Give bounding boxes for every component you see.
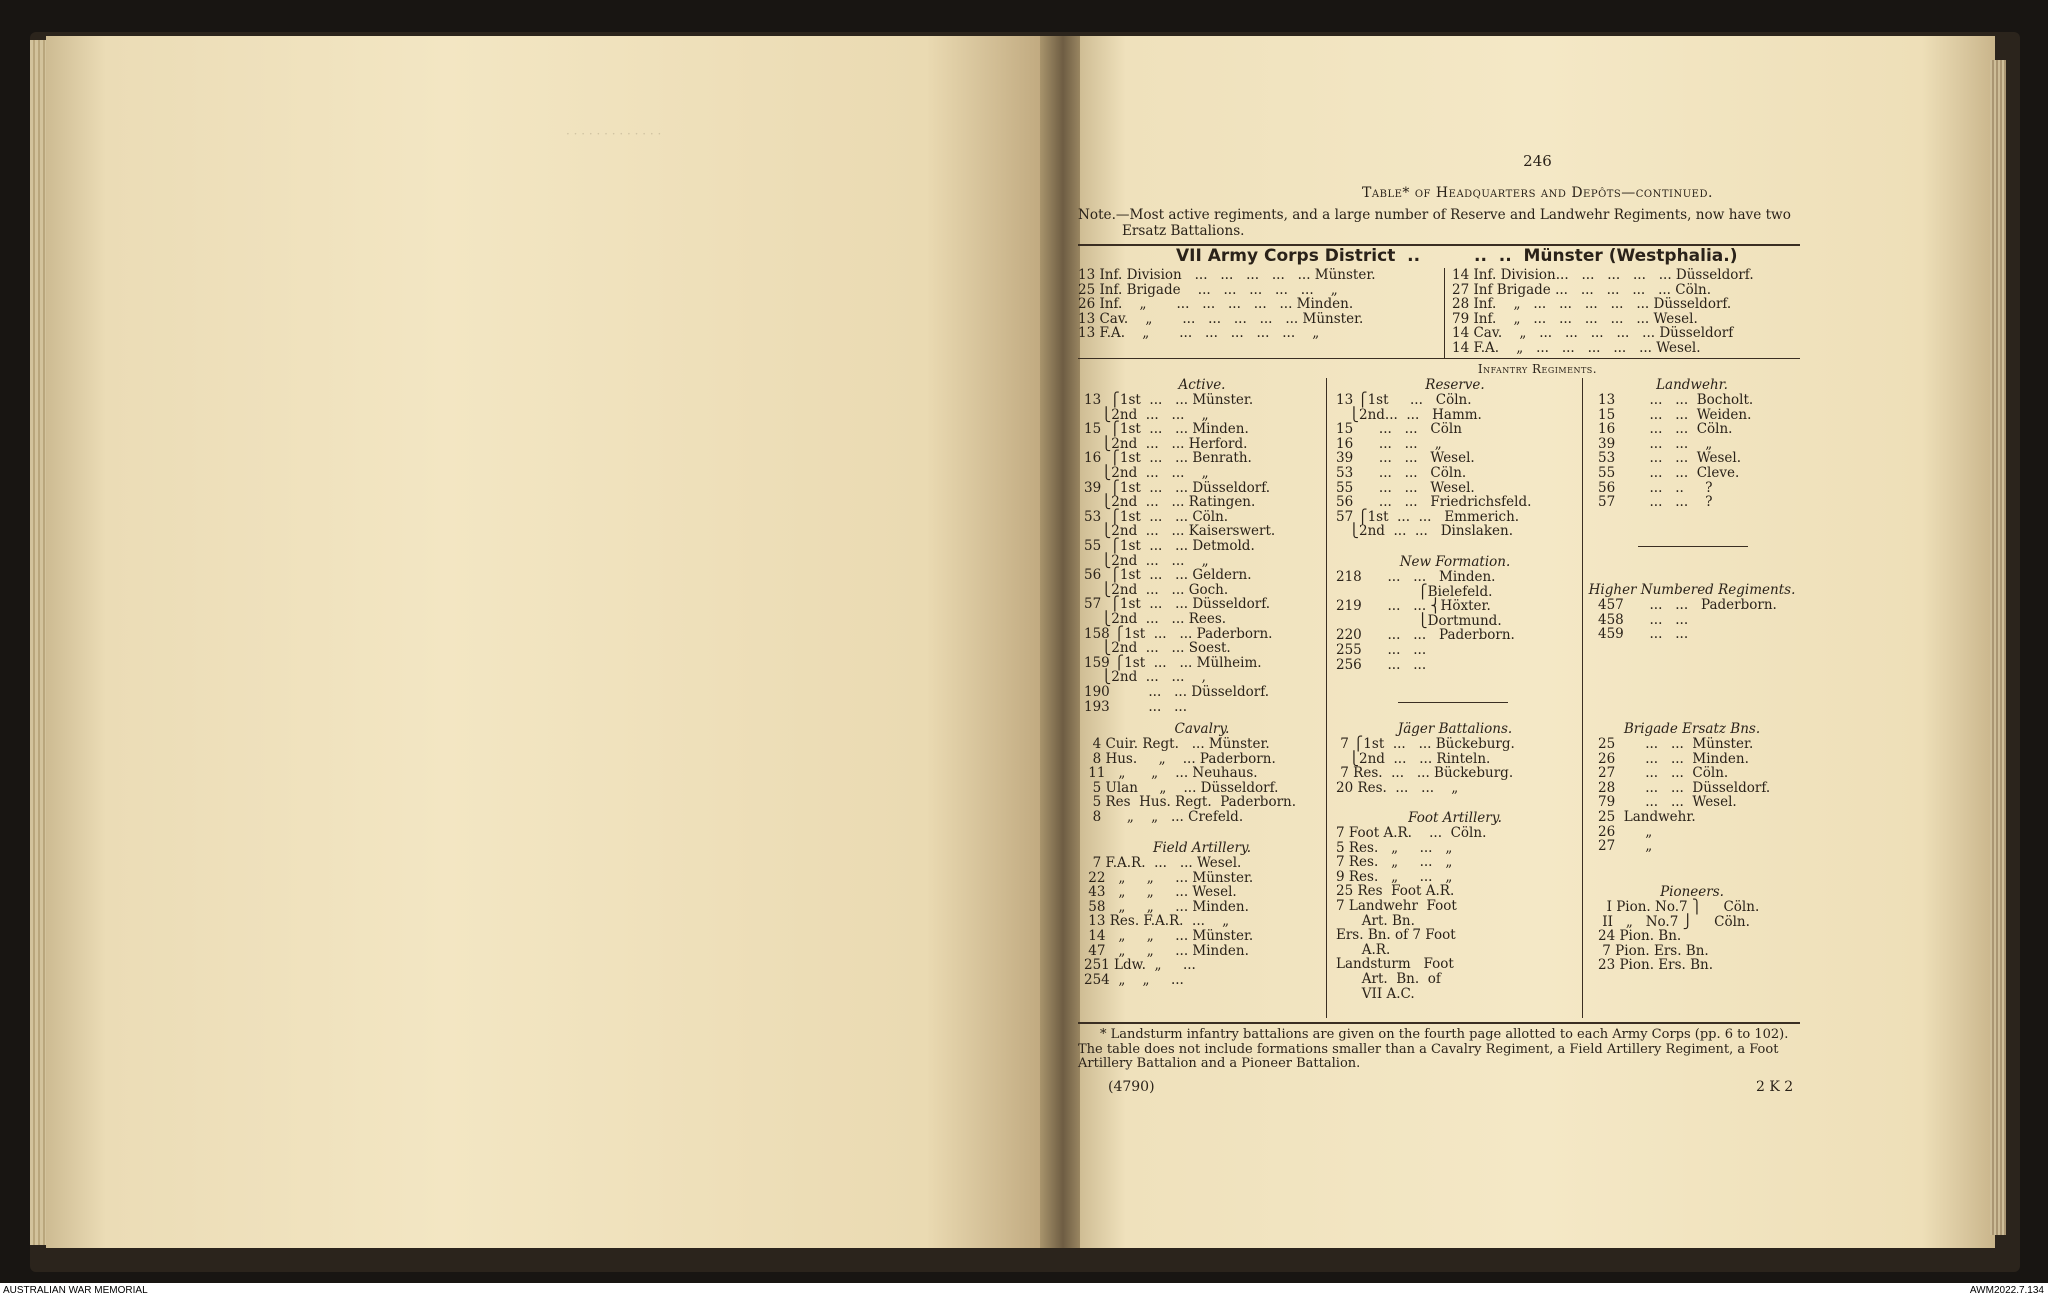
- infantry-row: ⎩2nd ... ... „: [1084, 552, 1209, 569]
- infantry-heading: Infantry Regiments.: [1477, 362, 1598, 376]
- footnote-line: The table does not include formations smaller than a Cavalry Regiment, a Field Artillery Regiment, a Foot: [1078, 1041, 1779, 1057]
- pioneer-row: I Pion. No.7 ⎫ Cöln.: [1598, 899, 1760, 915]
- new-formation-row: 220 ... ... Paderborn.: [1336, 627, 1515, 644]
- infantry-row: ⎩2nd ... ... Ratingen.: [1084, 494, 1256, 511]
- active-heading: Active.: [1178, 377, 1226, 393]
- brigade-ersatz-row: 26 „: [1598, 823, 1653, 840]
- district-heading: VII Army Corps District ..: [1176, 246, 1421, 266]
- archive-footer-right: AWM2022.7.134: [1969, 1285, 2044, 1296]
- district-row: 27 Inf Brigade ... ... ... ... ... Cöln.: [1452, 281, 1712, 298]
- new-formation-row: 255 ... ...: [1336, 642, 1427, 658]
- field-artillery-row: 47 „ „ ... Minden.: [1084, 942, 1249, 959]
- field-artillery-row: 13 Res. F.A.R. ... „: [1084, 913, 1230, 930]
- infantry-row: 56 ⎧1st ... ... Geldern.: [1084, 567, 1252, 584]
- reserve-row: 39 ... ... Wesel.: [1336, 450, 1475, 467]
- infantry-row: ⎩2nd ... ... ,: [1084, 669, 1206, 686]
- foot-artillery-row: 7 Res. „ ... „: [1336, 854, 1453, 871]
- foot-artillery-row: 7 Foot A.R. ... Cöln.: [1336, 825, 1487, 841]
- brigade-ersatz-row: 25 ... ... Münster.: [1598, 736, 1754, 752]
- landwehr-row: 16 ... ... Cöln.: [1598, 421, 1733, 438]
- foot-artillery-row: Art. Bn. of: [1336, 971, 1441, 987]
- foot-artillery-row: 25 Res Foot A.R.: [1336, 883, 1455, 900]
- jager-row: 7 ⎧1st ... ... Bückeburg.: [1336, 736, 1515, 752]
- field-artillery-row: 58 „ „ ... Minden.: [1084, 898, 1249, 915]
- infantry-row: ⎩2nd ... ... Kaiserswert.: [1084, 523, 1276, 540]
- new-formation-row: ⎩Dortmund.: [1336, 612, 1502, 629]
- foot-artillery-row: Landsturm Foot: [1336, 956, 1454, 973]
- reserve-row: ⎩2nd ... ... Dinslaken.: [1336, 523, 1513, 540]
- column-divider-1: [1326, 378, 1327, 1018]
- infantry-row: 53 ⎧1st ... ... Cöln.: [1084, 508, 1229, 525]
- brigade-ersatz-row: 27 „: [1598, 838, 1653, 855]
- pioneer-row: 7 Pion. Ers. Bn.: [1598, 942, 1709, 959]
- left-page: [46, 36, 1046, 1248]
- jager-row: 20 Res. ... ... „: [1336, 779, 1459, 796]
- brigade-ersatz-heading: Brigade Ersatz Bns.: [1623, 721, 1761, 737]
- higher-numbered-row: 458 ... ...: [1598, 611, 1689, 628]
- infantry-row: 16 ⎧1st ... ... Benrath.: [1084, 450, 1252, 467]
- field-artillery-row: 254 „ „ ...: [1084, 971, 1184, 988]
- new-formation-row: 256 ... ...: [1336, 656, 1427, 673]
- district-row: 13 F.A. „ ... ... ... ... ... „: [1078, 325, 1320, 342]
- district-town-heading: .. .. Münster (Westphalia.): [1474, 246, 1738, 266]
- foot-artillery-row: Art. Bn.: [1336, 912, 1415, 929]
- infantry-row: 55 ⎧1st ... ... Detmold.: [1084, 538, 1255, 554]
- jager-row: 7 Res. ... ... Bückeburg.: [1336, 765, 1514, 782]
- new-formation-row: ⎧Bielefeld.: [1336, 583, 1493, 600]
- infantry-row: 190 ... ... Düsseldorf.: [1084, 684, 1270, 700]
- landwehr-row: 13 ... ... Bocholt.: [1598, 392, 1754, 408]
- reserve-row: ⎩2nd... ... Hamm.: [1336, 406, 1482, 423]
- brigade-ersatz-row: 25 Landwehr.: [1598, 809, 1696, 825]
- rule-landwehr: [1638, 546, 1748, 547]
- landwehr-row: 39 ... ... „: [1598, 435, 1713, 452]
- field-artillery-row: 14 „ „ ... Münster.: [1084, 928, 1254, 944]
- brigade-ersatz-row: 26 ... ... Minden.: [1598, 750, 1749, 767]
- infantry-row: ⎩2nd ... ... „: [1084, 465, 1209, 481]
- field-artillery-row: 251 Ldw. „ ...: [1084, 957, 1196, 974]
- infantry-row: 15 ⎧1st ... ... Minden.: [1084, 421, 1249, 438]
- district-row: 25 Inf. Brigade ... ... ... ... ... „: [1078, 281, 1338, 298]
- infantry-row: ⎩2nd ... ... Goch.: [1084, 581, 1229, 598]
- foot-artillery-heading: Foot Artillery.: [1408, 810, 1502, 826]
- landwehr-row: 57 ... ... ?: [1598, 494, 1713, 511]
- cavalry-heading: Cavalry.: [1174, 721, 1230, 737]
- reserve-row: 55 ... ... Wesel.: [1336, 479, 1475, 496]
- foot-artillery-row: 5 Res. „ ... „: [1336, 839, 1453, 856]
- archive-footer: [0, 1283, 2048, 1299]
- infantry-row: ⎩2nd ... ... Herford.: [1084, 435, 1248, 452]
- pioneer-row: 24 Pion. Bn.: [1598, 928, 1682, 945]
- landwehr-row: 15 ... ... Weiden.: [1598, 406, 1752, 423]
- column-divider-2: [1582, 378, 1583, 1018]
- print-code: (4790): [1108, 1079, 1155, 1095]
- rule-new-formation: [1398, 702, 1508, 703]
- higher-numbered-row: 459 ... ...: [1598, 626, 1689, 643]
- field-artillery-heading: Field Artillery.: [1152, 840, 1252, 856]
- field-artillery-row: 22 „ „ ... Münster.: [1084, 869, 1254, 886]
- district-row: 26 Inf. „ ... ... ... ... ... Minden.: [1078, 296, 1354, 313]
- cavalry-row: 5 Res Hus. Regt. Paderborn.: [1084, 794, 1297, 811]
- district-row: 14 Cav. „ ... ... ... ... ... Düsseldorf: [1452, 325, 1734, 342]
- reserve-row: 16 ... ... „: [1336, 435, 1442, 452]
- landwehr-row: 56 ... .. ?: [1598, 479, 1713, 496]
- foot-artillery-row: A.R.: [1336, 941, 1391, 958]
- page-number: 246: [1523, 152, 1552, 170]
- landwehr-row: 55 ... ... Cleve.: [1598, 465, 1740, 481]
- signature-mark: 2 K 2: [1756, 1079, 1794, 1095]
- district-row: 14 Inf. Division... ... ... ... ... Düsseldorf.: [1452, 267, 1754, 283]
- infantry-row: 39 ⎧1st ... ... Düsseldorf.: [1084, 479, 1271, 496]
- district-row: 79 Inf. „ ... ... ... ... ... Wesel.: [1452, 310, 1698, 327]
- new-formation-row: 218 ... ... Minden.: [1336, 569, 1496, 585]
- higher-numbered-heading: Higher Numbered Regiments.: [1588, 582, 1796, 598]
- rule-district: [1078, 358, 1800, 359]
- jager-heading: Jäger Battalions.: [1397, 721, 1513, 737]
- table-title: Table* of Headquarters and Depôts—continued.: [1362, 185, 1713, 201]
- cavalry-row: 11 „ „ ... Neuhaus.: [1084, 765, 1258, 782]
- jager-row: ⎩2nd ... ... Rinteln.: [1336, 750, 1491, 767]
- infantry-row: 57 ⎧1st ... ... Düsseldorf.: [1084, 596, 1271, 613]
- archive-footer-left: AUSTRALIAN WAR MEMORIAL: [3, 1285, 148, 1296]
- field-artillery-row: 43 „ „ ... Wesel.: [1084, 884, 1237, 901]
- foot-artillery-row: Ers. Bn. of 7 Foot: [1336, 927, 1456, 944]
- page-edges-right: [1990, 60, 2006, 1235]
- cavalry-row: 8 „ „ ... Crefeld.: [1084, 809, 1244, 825]
- foot-artillery-row: 7 Landwehr Foot: [1336, 898, 1457, 914]
- infantry-row: 158 ⎧1st ... ... Paderborn.: [1084, 625, 1273, 642]
- cavalry-row: 4 Cuir. Regt. ... Münster.: [1084, 736, 1270, 752]
- infantry-row: 13 ⎧1st ... ... Münster.: [1084, 392, 1254, 408]
- cavalry-row: 8 Hus. „ ... Paderborn.: [1084, 750, 1276, 767]
- infantry-row: ⎩2nd ... ... Rees.: [1084, 611, 1227, 627]
- infantry-row: 193 ... ...: [1084, 698, 1188, 715]
- reserve-row: 57 ⎧1st ... ... Emmerich.: [1336, 508, 1520, 525]
- district-divider: [1444, 268, 1445, 358]
- pioneer-row: 23 Pion. Ers. Bn.: [1598, 957, 1714, 974]
- footnote-line: Artillery Battalion and a Pioneer Battalion.: [1078, 1056, 1361, 1072]
- higher-numbered-row: 457 ... ... Paderborn.: [1598, 597, 1777, 613]
- brigade-ersatz-row: 28 ... ... Düsseldorf.: [1598, 779, 1771, 796]
- district-row: 14 F.A. „ ... ... ... ... ... Wesel.: [1452, 340, 1701, 356]
- brigade-ersatz-row: 79 ... ... Wesel.: [1598, 794, 1737, 811]
- district-row: 13 Cav. „ ... ... ... ... ... Münster.: [1078, 310, 1364, 327]
- bleed-through-text: · · · · · · · · · · · · ·: [566, 127, 662, 141]
- reserve-row: 56 ... ... Friedrichsfeld.: [1336, 494, 1532, 511]
- district-row: 13 Inf. Division ... ... ... ... ... Münster.: [1078, 267, 1376, 283]
- pioneer-row: II „ No.7 ⎭ Cöln.: [1598, 913, 1750, 930]
- note-line-1: Note.—Most active regiments, and a large number of Reserve and Landwehr Regiments, now have two: [1078, 207, 1791, 223]
- cavalry-row: 5 Ulan „ ... Düsseldorf.: [1084, 779, 1279, 796]
- footnote-line: * Landsturm infantry battalions are given on the fourth page allotted to each Army Corps (pp. 6 to 102).: [1100, 1027, 1789, 1042]
- district-row: 28 Inf. „ ... ... ... ... ... Düsseldorf.: [1452, 296, 1732, 313]
- infantry-row: ⎩2nd ... ... „: [1084, 406, 1209, 423]
- landwehr-row: 53 ... ... Wesel.: [1598, 450, 1742, 467]
- pioneers-heading: Pioneers.: [1660, 884, 1724, 900]
- landwehr-heading: Landwehr.: [1656, 377, 1728, 393]
- reserve-row: 13 ⎧1st ... Cöln.: [1336, 392, 1472, 408]
- brigade-ersatz-row: 27 ... ... Cöln.: [1598, 765, 1729, 782]
- rule-bottom: [1078, 1022, 1800, 1024]
- new-formation-row: 219 ... ... ⎨Höxter.: [1336, 598, 1491, 615]
- field-artillery-row: 7 F.A.R. ... ... Wesel.: [1084, 855, 1242, 871]
- reserve-row: 15 ... ... Cöln: [1336, 421, 1462, 438]
- new-formation-heading: New Formation.: [1399, 554, 1511, 570]
- reserve-heading: Reserve.: [1425, 377, 1485, 393]
- infantry-row: ⎩2nd ... ... Soest.: [1084, 640, 1231, 657]
- reserve-row: 53 ... ... Cöln.: [1336, 465, 1467, 481]
- foot-artillery-row: 9 Res. „ ... „: [1336, 868, 1453, 885]
- infantry-row: 159 ⎧1st ... ... Mülheim.: [1084, 654, 1262, 671]
- foot-artillery-row: VII A.C.: [1336, 985, 1415, 1002]
- note-line-2: Ersatz Battalions.: [1122, 223, 1245, 239]
